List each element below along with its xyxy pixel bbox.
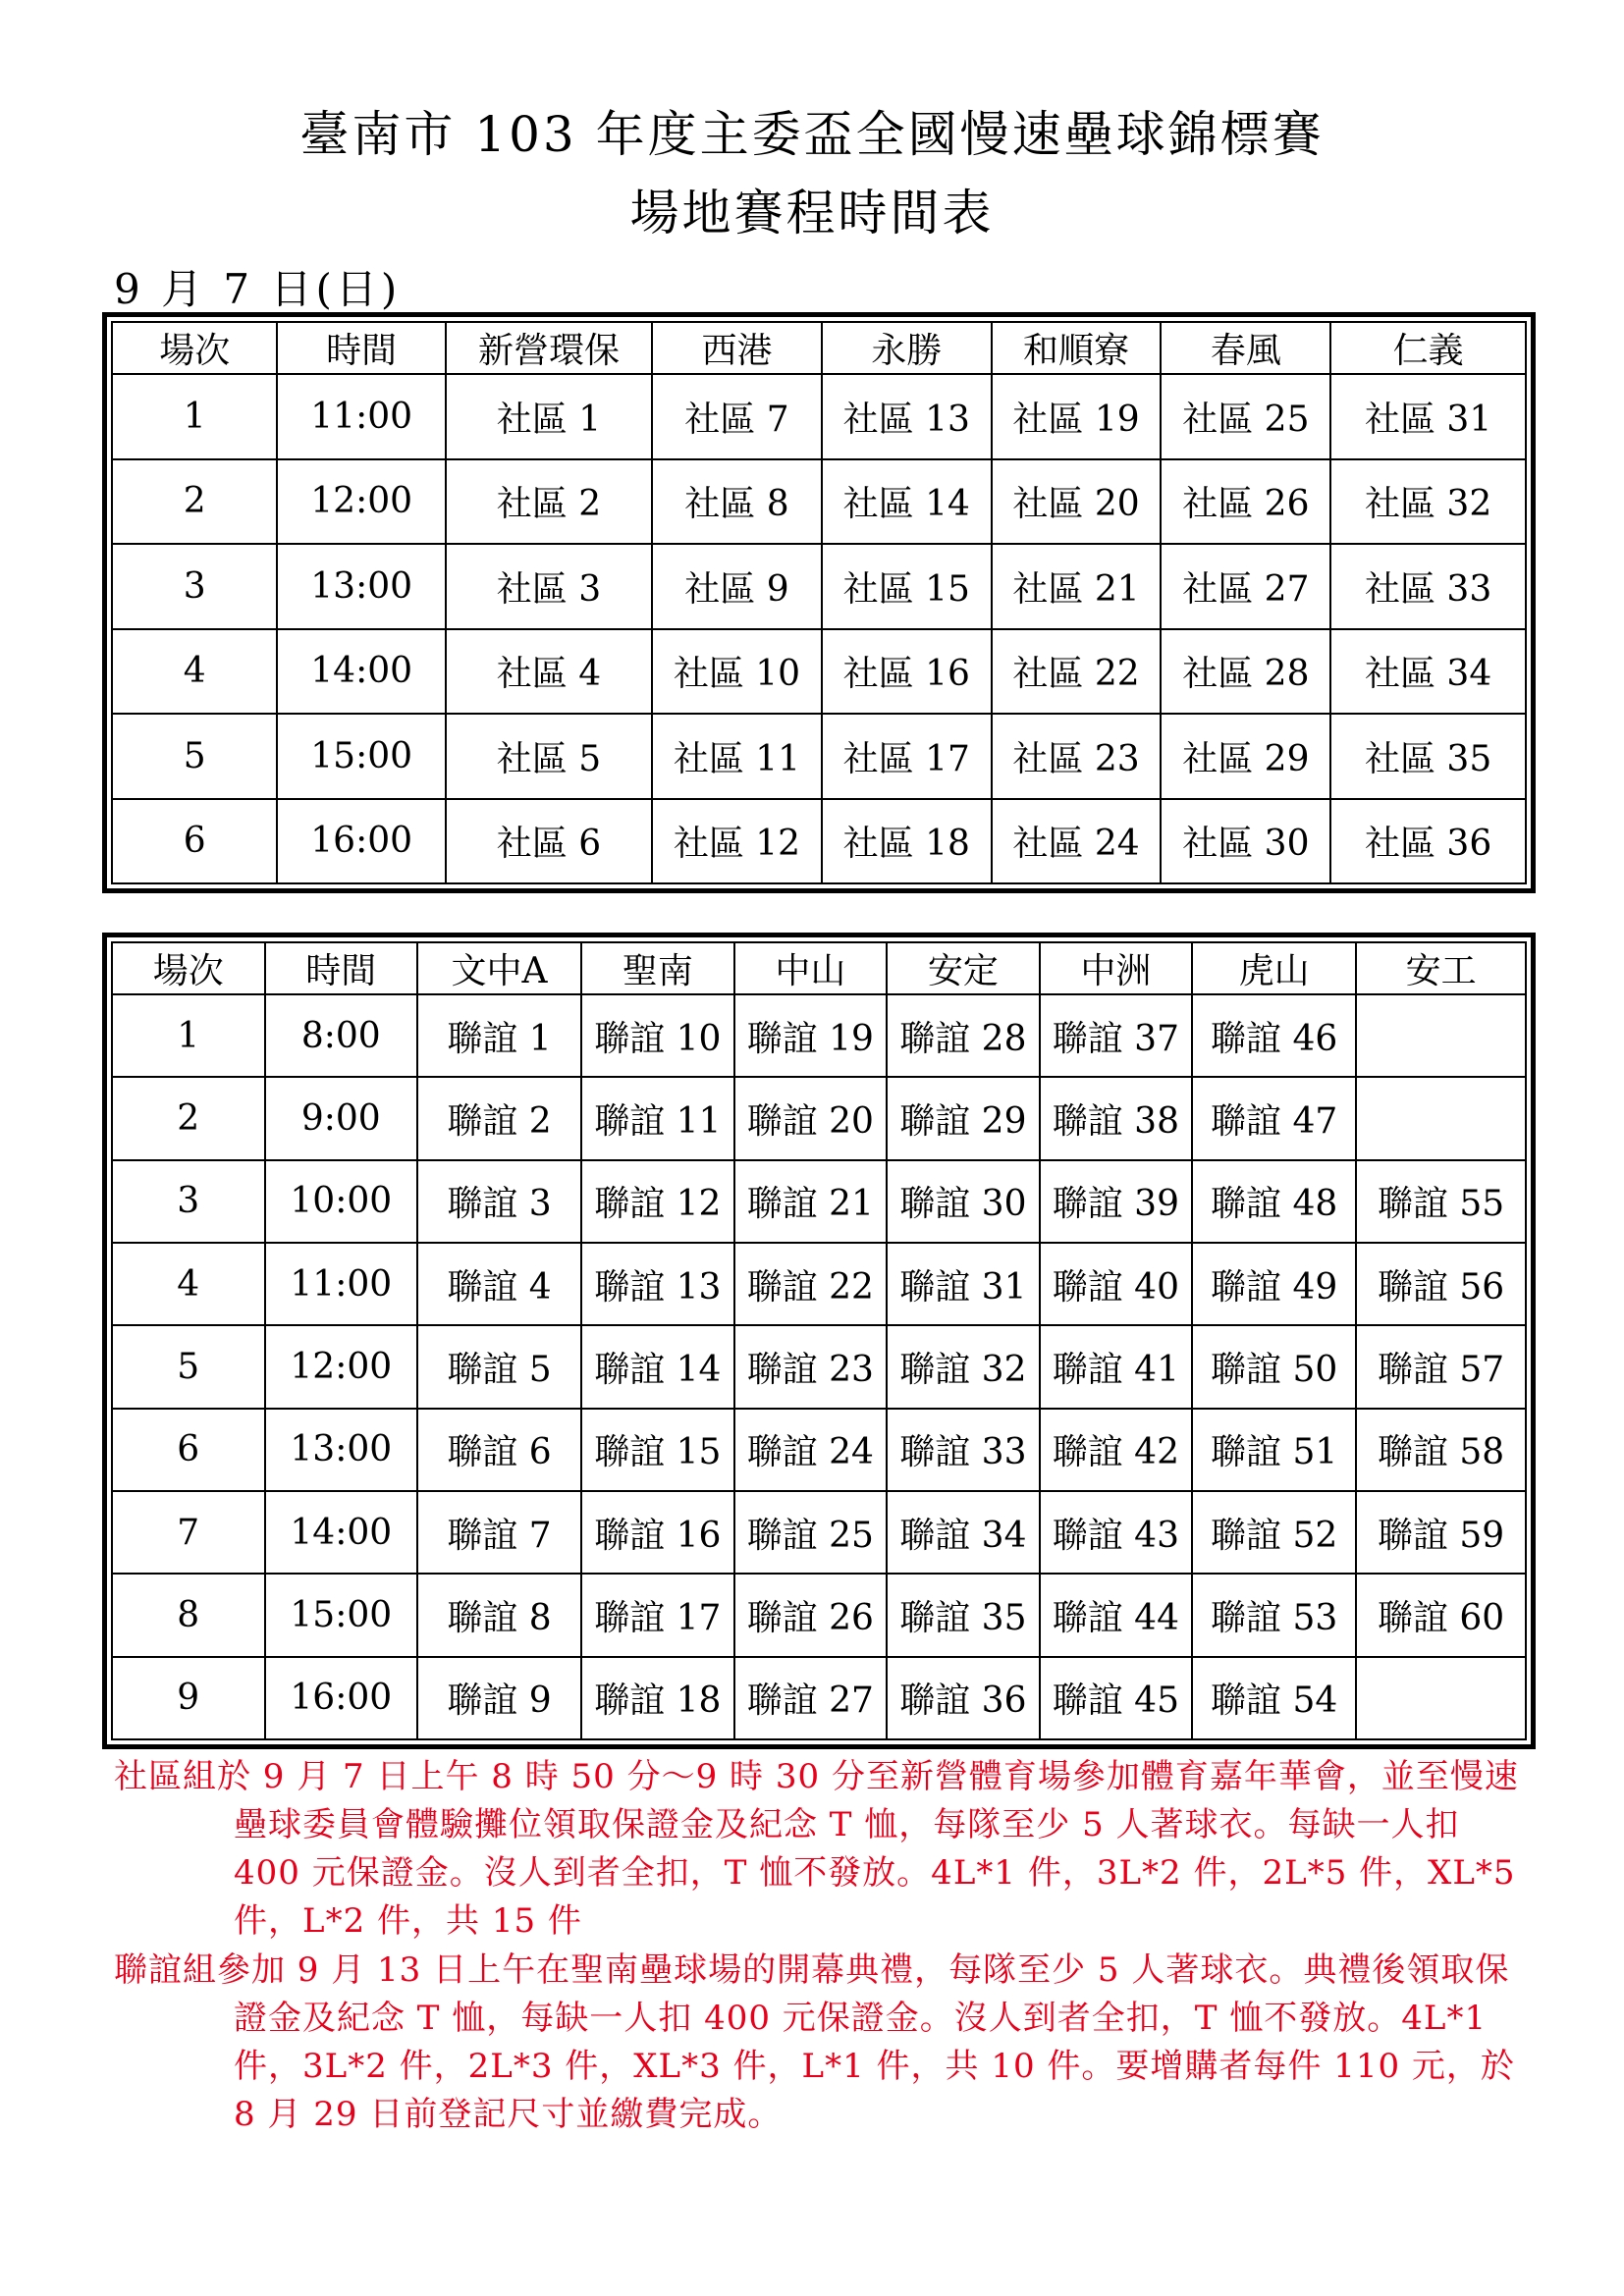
table-cell: 聯誼 43: [1040, 1491, 1193, 1574]
table-cell: 社區 5: [446, 714, 652, 799]
table-cell: 社區 18: [822, 799, 992, 884]
column-header: 永勝: [822, 322, 992, 374]
column-header: 中山: [734, 942, 888, 994]
table-row: [112, 1160, 1526, 1243]
table-row: [112, 1409, 1526, 1491]
table-cell: 社區 22: [992, 629, 1162, 715]
table-cell: 聯誼 22: [734, 1243, 888, 1325]
table-cell: 社區 12: [652, 799, 822, 884]
table-cell: 16:00: [277, 799, 445, 884]
table-cell: 社區 6: [446, 799, 652, 884]
table-cell: 聯誼 29: [887, 1077, 1040, 1159]
table-cell: 社區 1: [446, 374, 652, 459]
table-cell: 15:00: [277, 714, 445, 799]
column-header: 仁義: [1330, 322, 1526, 374]
table-cell: 社區 25: [1161, 374, 1330, 459]
table-cell: 9: [112, 1657, 265, 1739]
table-cell: 社區 31: [1330, 374, 1526, 459]
table-cell: 聯誼 13: [581, 1243, 734, 1325]
column-header: 場次: [112, 942, 265, 994]
table-cell: 社區 30: [1161, 799, 1330, 884]
friendship-schedule-table: [111, 941, 1527, 1740]
table-cell: 聯誼 6: [417, 1409, 581, 1491]
column-header: 春風: [1161, 322, 1330, 374]
column-header: 文中A: [417, 942, 581, 994]
table-cell: 11:00: [277, 374, 445, 459]
table-cell: 聯誼 26: [734, 1574, 888, 1656]
table-cell: 14:00: [277, 629, 445, 715]
table-cell: 12:00: [277, 459, 445, 545]
table-row: [112, 629, 1526, 715]
table-cell: 聯誼 54: [1192, 1657, 1356, 1739]
table-cell: [1356, 1657, 1526, 1739]
table-cell: 聯誼 44: [1040, 1574, 1193, 1656]
table-cell: 8: [112, 1574, 265, 1656]
table-cell: 社區 2: [446, 459, 652, 545]
friendship-schedule-frame: [102, 933, 1536, 1749]
table-row: [112, 1325, 1526, 1408]
table-cell: 聯誼 1: [417, 994, 581, 1077]
table-cell: 4: [112, 629, 277, 715]
community-schedule-table: [111, 321, 1527, 884]
table-cell: 社區 4: [446, 629, 652, 715]
table-cell: 社區 34: [1330, 629, 1526, 715]
table-cell: 2: [112, 459, 277, 545]
table-cell: 聯誼 36: [887, 1657, 1040, 1739]
table-cell: 15:00: [265, 1574, 418, 1656]
table-cell: 聯誼 51: [1192, 1409, 1356, 1491]
table-cell: 聯誼 40: [1040, 1243, 1193, 1325]
table-cell: 社區 28: [1161, 629, 1330, 715]
table-cell: 13:00: [265, 1409, 418, 1491]
table-cell: 聯誼 31: [887, 1243, 1040, 1325]
table-cell: 14:00: [265, 1491, 418, 1574]
column-header: 虎山: [1192, 942, 1356, 994]
table-cell: 聯誼 28: [887, 994, 1040, 1077]
table-cell: 5: [112, 1325, 265, 1408]
table-cell: 社區 16: [822, 629, 992, 715]
table-cell: 社區 10: [652, 629, 822, 715]
table-cell: 3: [112, 544, 277, 629]
community-group-note: [114, 1753, 1528, 1946]
table-cell: 社區 36: [1330, 799, 1526, 884]
table-cell: 聯誼 10: [581, 994, 734, 1077]
table-cell: 9:00: [265, 1077, 418, 1159]
table-row: [112, 799, 1526, 884]
table-cell: 1: [112, 994, 265, 1077]
table-cell: 聯誼 16: [581, 1491, 734, 1574]
table-cell: 聯誼 7: [417, 1491, 581, 1574]
table-cell: 聯誼 33: [887, 1409, 1040, 1491]
table-cell: 社區 24: [992, 799, 1162, 884]
table-cell: 13:00: [277, 544, 445, 629]
table-cell: [1356, 1077, 1526, 1159]
table-row: [112, 374, 1526, 459]
table-cell: 12:00: [265, 1325, 418, 1408]
table-cell: 聯誼 48: [1192, 1160, 1356, 1243]
table-cell: 社區 19: [992, 374, 1162, 459]
column-header: 安定: [887, 942, 1040, 994]
table-cell: 聯誼 14: [581, 1325, 734, 1408]
table-cell: 聯誼 8: [417, 1574, 581, 1656]
table-cell: 聯誼 19: [734, 994, 888, 1077]
column-header: 場次: [112, 322, 277, 374]
table-row: [112, 459, 1526, 545]
table-cell: 聯誼 53: [1192, 1574, 1356, 1656]
schedule-date: 9 月 7 日(日): [114, 265, 402, 313]
table-cell: 聯誼 59: [1356, 1491, 1526, 1574]
table-cell: 聯誼 20: [734, 1077, 888, 1159]
table-cell: 聯誼 27: [734, 1657, 888, 1739]
table-cell: 10:00: [265, 1160, 418, 1243]
table-cell: 聯誼 52: [1192, 1491, 1356, 1574]
table-cell: 社區 33: [1330, 544, 1526, 629]
column-header: 中洲: [1040, 942, 1193, 994]
column-header: 和順寮: [992, 322, 1162, 374]
table-cell: 社區 9: [652, 544, 822, 629]
table-cell: 聯誼 24: [734, 1409, 888, 1491]
table-cell: 4: [112, 1243, 265, 1325]
table-cell: 16:00: [265, 1657, 418, 1739]
table-cell: 社區 27: [1161, 544, 1330, 629]
friendship-group-note: [114, 1947, 1528, 2139]
table-cell: [1356, 994, 1526, 1077]
table-cell: 聯誼 11: [581, 1077, 734, 1159]
table-cell: 聯誼 9: [417, 1657, 581, 1739]
table-cell: 社區 15: [822, 544, 992, 629]
table-cell: 社區 20: [992, 459, 1162, 545]
table-cell: 聯誼 4: [417, 1243, 581, 1325]
column-header: 時間: [265, 942, 418, 994]
page-title: 臺南市 103 年度主委盃全國慢速壘球錦標賽: [299, 106, 1325, 163]
table-header-row: [112, 322, 1526, 374]
table-cell: 聯誼 46: [1192, 994, 1356, 1077]
table-cell: 6: [112, 1409, 265, 1491]
table-cell: 聯誼 25: [734, 1491, 888, 1574]
table-row: [112, 1243, 1526, 1325]
table-cell: 聯誼 58: [1356, 1409, 1526, 1491]
table-cell: 聯誼 21: [734, 1160, 888, 1243]
table-cell: 聯誼 41: [1040, 1325, 1193, 1408]
table-cell: 聯誼 39: [1040, 1160, 1193, 1243]
column-header: 時間: [277, 322, 445, 374]
table-cell: 聯誼 47: [1192, 1077, 1356, 1159]
table-cell: 聯誼 5: [417, 1325, 581, 1408]
table-cell: 聯誼 42: [1040, 1409, 1193, 1491]
table-cell: 社區 11: [652, 714, 822, 799]
table-cell: 社區 29: [1161, 714, 1330, 799]
column-header: 安工: [1356, 942, 1526, 994]
table-cell: 聯誼 55: [1356, 1160, 1526, 1243]
table-cell: 社區 26: [1161, 459, 1330, 545]
table-cell: 社區 32: [1330, 459, 1526, 545]
table-cell: 社區 8: [652, 459, 822, 545]
table-cell: 聯誼 38: [1040, 1077, 1193, 1159]
table-row: [112, 1574, 1526, 1656]
table-cell: 聯誼 30: [887, 1160, 1040, 1243]
note-text: 社區組於 9 月 7 日上午 8 時 50 分～9 時 30 分至新營體育場參加體育嘉年華會，並至慢速壘球委員會體驗攤位領取保證金及紀念 T 恤，每隊至少 5 人著球衣。每缺一人扣 400 元保證金。沒人到者全扣，T 恤不發放。4L*1 件，3L*2 件，2L*5 件，XL*5 件，L*2 件，共 15 件: [114, 1757, 1519, 1941]
table-row: [112, 994, 1526, 1077]
table-cell: 社區 23: [992, 714, 1162, 799]
table-cell: 聯誼 3: [417, 1160, 581, 1243]
table-cell: 聯誼 37: [1040, 994, 1193, 1077]
table-cell: 聯誼 18: [581, 1657, 734, 1739]
table-cell: 社區 21: [992, 544, 1162, 629]
table-cell: 聯誼 17: [581, 1574, 734, 1656]
table-row: [112, 1657, 1526, 1739]
table-cell: 聯誼 2: [417, 1077, 581, 1159]
page-subtitle: 場地賽程時間表: [629, 185, 995, 241]
table-row: [112, 714, 1526, 799]
table-cell: 11:00: [265, 1243, 418, 1325]
table-cell: 社區 17: [822, 714, 992, 799]
table-cell: 1: [112, 374, 277, 459]
table-cell: 社區 35: [1330, 714, 1526, 799]
table-cell: 聯誼 49: [1192, 1243, 1356, 1325]
table-cell: 社區 3: [446, 544, 652, 629]
table-cell: 8:00: [265, 994, 418, 1077]
table-cell: 聯誼 34: [887, 1491, 1040, 1574]
column-header: 聖南: [581, 942, 734, 994]
table-cell: 聯誼 15: [581, 1409, 734, 1491]
table-cell: 聯誼 12: [581, 1160, 734, 1243]
column-header: 新營環保: [446, 322, 652, 374]
table-cell: 聯誼 50: [1192, 1325, 1356, 1408]
table-header-row: [112, 942, 1526, 994]
table-cell: 2: [112, 1077, 265, 1159]
table-cell: 7: [112, 1491, 265, 1574]
table-cell: 聯誼 56: [1356, 1243, 1526, 1325]
community-schedule-frame: [102, 312, 1536, 893]
table-row: [112, 1491, 1526, 1574]
column-header: 西港: [652, 322, 822, 374]
table-cell: 社區 14: [822, 459, 992, 545]
table-cell: 6: [112, 799, 277, 884]
note-text: 聯誼組參加 9 月 13 日上午在聖南壘球場的開幕典禮，每隊至少 5 人著球衣。典禮後領取保證金及紀念 T 恤，每缺一人扣 400 元保證金。沒人到者全扣，T 恤不發放。4L*1 件，3L*2 件，2L*3 件，XL*3 件，L*1 件，共 10 件。要增購者每件 110 元，於 8 月 29 日前登記尺寸並繳費完成。: [114, 1950, 1515, 2134]
table-row: [112, 544, 1526, 629]
table-cell: 社區 13: [822, 374, 992, 459]
table-cell: 3: [112, 1160, 265, 1243]
table-cell: 聯誼 35: [887, 1574, 1040, 1656]
table-cell: 聯誼 32: [887, 1325, 1040, 1408]
table-cell: 社區 7: [652, 374, 822, 459]
table-cell: 聯誼 60: [1356, 1574, 1526, 1656]
table-row: [112, 1077, 1526, 1159]
table-cell: 聯誼 23: [734, 1325, 888, 1408]
table-cell: 聯誼 45: [1040, 1657, 1193, 1739]
table-cell: 5: [112, 714, 277, 799]
table-cell: 聯誼 57: [1356, 1325, 1526, 1408]
